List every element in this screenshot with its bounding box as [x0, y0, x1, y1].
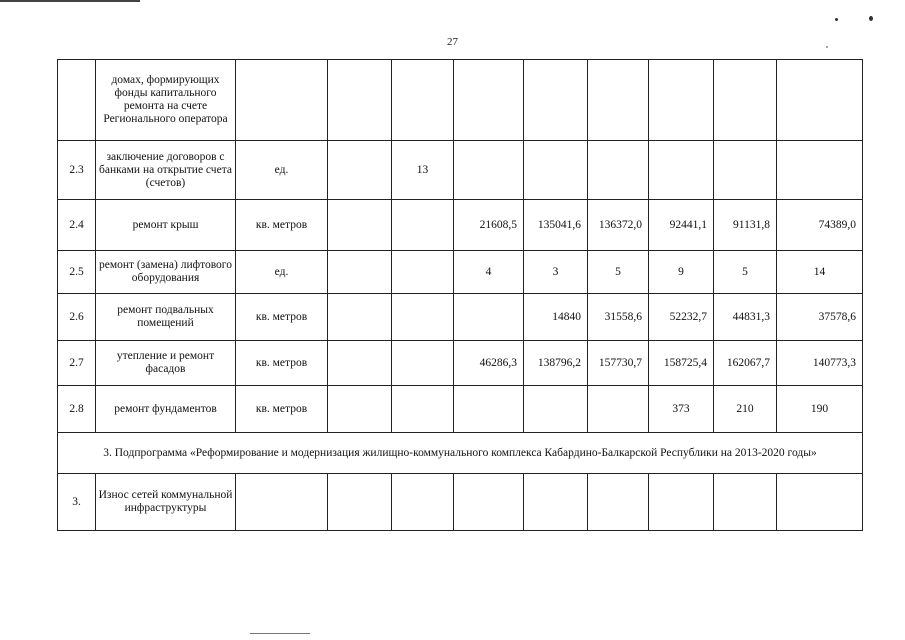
- row-number-cell: [58, 60, 96, 141]
- table-row: [58, 60, 863, 141]
- unit-cell: кв. метров: [236, 386, 328, 433]
- row-number-cell: 2.5: [58, 251, 96, 294]
- scan-edge-mark: [250, 633, 310, 634]
- value-cell: [454, 386, 524, 433]
- value-cell: [524, 60, 588, 141]
- value-cell: [588, 141, 649, 200]
- value-cell: [524, 386, 588, 433]
- table-row: [58, 251, 863, 294]
- value-cell: [328, 294, 392, 341]
- value-cell: 210: [714, 386, 777, 433]
- row-number-cell: 2.4: [58, 200, 96, 251]
- value-cell: [454, 294, 524, 341]
- value-cell: [714, 474, 777, 531]
- value-cell: [714, 141, 777, 200]
- indicator-name-cell: ремонт фундаментов: [96, 386, 236, 433]
- value-cell: 52232,7: [649, 294, 714, 341]
- value-cell: [588, 386, 649, 433]
- subprogram-heading: 3. Подпрограмма «Реформирование и модернизация жилищно-коммунального комплекса Кабардино-Балкарской Республики на 2013-2020 годы»: [58, 433, 863, 474]
- value-cell: 14840: [524, 294, 588, 341]
- scan-edge-mark: [0, 0, 140, 2]
- value-cell: [777, 60, 863, 141]
- row-number-cell: 2.8: [58, 386, 96, 433]
- unit-cell: [236, 60, 328, 141]
- value-cell: 13: [392, 141, 454, 200]
- value-cell: 9: [649, 251, 714, 294]
- value-cell: [328, 474, 392, 531]
- page-number: 27: [447, 36, 458, 48]
- value-cell: 373: [649, 386, 714, 433]
- indicators-table: [57, 59, 863, 531]
- table-row: [58, 341, 863, 386]
- table-row: [58, 200, 863, 251]
- table-row: [58, 141, 863, 200]
- value-cell: 46286,3: [454, 341, 524, 386]
- value-cell: 92441,1: [649, 200, 714, 251]
- unit-cell: кв. метров: [236, 341, 328, 386]
- value-cell: 4: [454, 251, 524, 294]
- value-cell: [649, 141, 714, 200]
- value-cell: 91131,8: [714, 200, 777, 251]
- value-cell: 136372,0: [588, 200, 649, 251]
- indicator-name-cell: ремонт (замена) лифтового оборудования: [96, 251, 236, 294]
- indicator-name-cell: ремонт крыш: [96, 200, 236, 251]
- indicator-name-cell: домах, формирующих фонды капитального ремонта на счете Регионального оператора: [96, 60, 236, 141]
- value-cell: 14: [777, 251, 863, 294]
- value-cell: [649, 60, 714, 141]
- unit-cell: кв. метров: [236, 200, 328, 251]
- table-row: [58, 386, 863, 433]
- value-cell: [392, 251, 454, 294]
- value-cell: [392, 386, 454, 433]
- unit-cell: ед.: [236, 251, 328, 294]
- table-row: [58, 294, 863, 341]
- indicator-name-cell: заключение договоров с банками на открытие счета (счетов): [96, 141, 236, 200]
- value-cell: 158725,4: [649, 341, 714, 386]
- value-cell: 135041,6: [524, 200, 588, 251]
- value-cell: [588, 60, 649, 141]
- value-cell: [392, 200, 454, 251]
- value-cell: [777, 474, 863, 531]
- row-number-cell: 2.7: [58, 341, 96, 386]
- value-cell: [524, 141, 588, 200]
- scan-speck: [869, 16, 873, 21]
- value-cell: [328, 341, 392, 386]
- value-cell: [454, 474, 524, 531]
- unit-cell: [236, 474, 328, 531]
- value-cell: 31558,6: [588, 294, 649, 341]
- unit-cell: кв. метров: [236, 294, 328, 341]
- value-cell: [524, 474, 588, 531]
- value-cell: [328, 60, 392, 141]
- indicator-name-cell: ремонт подвальных помещений: [96, 294, 236, 341]
- value-cell: 37578,6: [777, 294, 863, 341]
- value-cell: [454, 141, 524, 200]
- value-cell: [328, 386, 392, 433]
- value-cell: 138796,2: [524, 341, 588, 386]
- table-row: [58, 433, 863, 474]
- value-cell: 44831,3: [714, 294, 777, 341]
- indicator-name-cell: утепление и ремонт фасадов: [96, 341, 236, 386]
- row-number-cell: 3.: [58, 474, 96, 531]
- value-cell: [392, 341, 454, 386]
- unit-cell: ед.: [236, 141, 328, 200]
- value-cell: [588, 474, 649, 531]
- value-cell: 3: [524, 251, 588, 294]
- value-cell: [649, 474, 714, 531]
- value-cell: 140773,3: [777, 341, 863, 386]
- scan-speck: [835, 18, 838, 21]
- value-cell: 5: [588, 251, 649, 294]
- value-cell: [454, 60, 524, 141]
- row-number-cell: 2.3: [58, 141, 96, 200]
- value-cell: [392, 60, 454, 141]
- value-cell: 157730,7: [588, 341, 649, 386]
- row-number-cell: 2.6: [58, 294, 96, 341]
- value-cell: 5: [714, 251, 777, 294]
- value-cell: [392, 294, 454, 341]
- value-cell: [328, 141, 392, 200]
- value-cell: [328, 251, 392, 294]
- value-cell: 74389,0: [777, 200, 863, 251]
- value-cell: [392, 474, 454, 531]
- value-cell: 162067,7: [714, 341, 777, 386]
- value-cell: [714, 60, 777, 141]
- value-cell: [777, 141, 863, 200]
- value-cell: 190: [777, 386, 863, 433]
- value-cell: 21608,5: [454, 200, 524, 251]
- value-cell: [328, 200, 392, 251]
- table-row: [58, 474, 863, 531]
- indicator-name-cell: Износ сетей коммунальной инфраструктуры: [96, 474, 236, 531]
